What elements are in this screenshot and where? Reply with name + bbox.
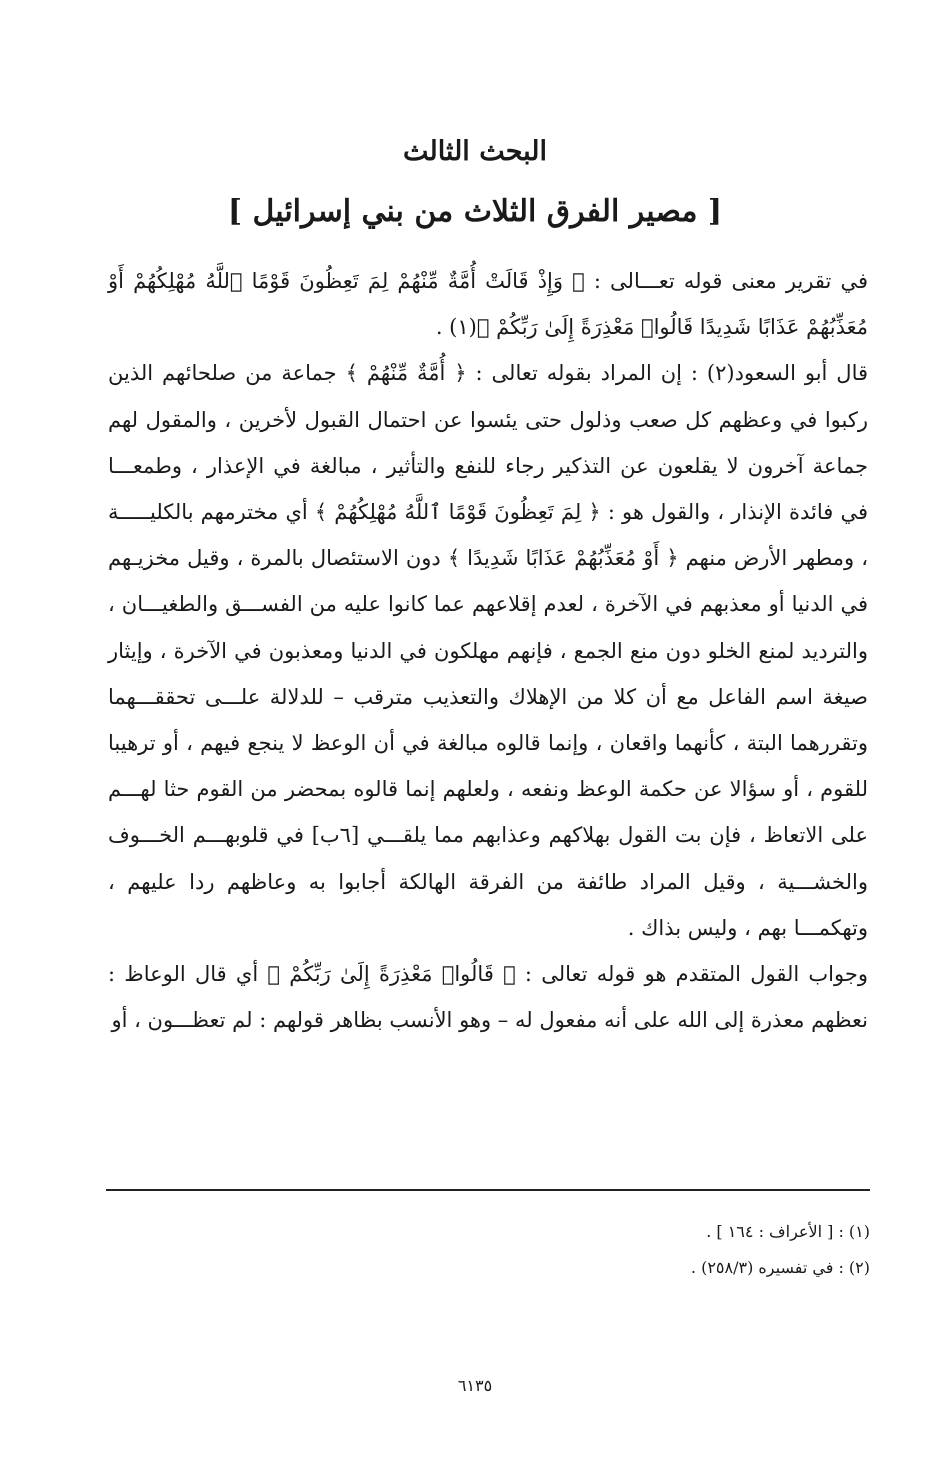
page-number: ٦١٣٥ xyxy=(457,1376,493,1395)
paragraph-2 xyxy=(108,350,868,951)
paragraph-text: جماعة من صلحائهم الذين ركبوا في وعظهم كل صعب وذلول حتى يئسوا عن احتمال القبول لأخرين ، والمقول لهم جماعة آخرون لا يقلعون عن التذكير رجاء للنفع والتأثير ، مبالغة في الإعذار ، وطمعـــا في فائدة الإنذار ، والقول هو : xyxy=(108,361,868,525)
quran-verse: ﴿ وَإِذْ قَالَتْ أُمَّةٌ مِّنْهُمْ لِمَ تَعِظُونَ قَوْمًا ٱللَّهُ مُهْلِكُهُمْ أَوْ مُعَذِّبُهُمْ عَذَابًا شَدِيدًا قَالُوا۟ مَعْذِرَةً إِلَىٰ رَبِّكُمْ ﴾ xyxy=(108,269,868,340)
paragraph-1 xyxy=(108,258,868,350)
paragraph-text: أي قال الوعاظ : نعظهم معذرة إلى الله على أنه مفعول له – وهو الأنسب بظاهر قولهم : لم تعظـــون ، أو xyxy=(108,962,868,1033)
paragraph-text: وجواب القول المتقدم هو قوله تعالى : xyxy=(515,962,868,987)
footnote-separator xyxy=(106,1189,870,1191)
paragraph-text: دون الاستئصال بالمرة ، وقيل مخزيـهم في الدنيا أو معذبهم في الآخرة ، لعدم إقلاعهم عما كانوا عليه من الفســـق والطغيـــان ، والترديد لمنع الخلو دون منع الجمع ، فإنهم مهلكون في الدنيا ومعذبون في الآخرة ، وإيثار صيغة اسم الفاعل مع أن كلا من الإهلاك والتعذيب مترقب – للدلالة علـــى تحققـــهما وتقررهما البتة ، كأنهما واقعان ، وإنما قالوه مبالغة في أن الوعظ لا ينجع فيهم ، أو ترهيبا للقوم ، أو سؤالا عن حكمة الوعظ ونفعه ، ولعلهم إنما قالوه بمحضر من القوم حثا لهـــم على الاتعاظ ، فإن بت القول بهلاكهم وعذابهم مما يلقـــي [٦ب] في قلوبهـــم الخـــوف والخشـــية ، وقيل المراد طائفة من الفرقة الهالكة أجابوا به وعاظهم ردا عليهم ، وتهكمـــا بهم ، وليس بذاك . xyxy=(108,546,868,940)
paragraph-3 xyxy=(108,951,868,1043)
quran-verse: ﴿ لِمَ تَعِظُونَ قَوْمًا ٱللَّهُ مُهْلِكُهُمْ ﴾ xyxy=(314,500,601,525)
paragraph-text: في تقرير معنى قوله تعـــالى : xyxy=(584,269,868,293)
quran-verse: ﴿ أُمَّةٌ مِّنْهُمْ ﴾ xyxy=(345,361,467,386)
body-text xyxy=(108,258,868,1043)
quran-verse: ﴿ أَوْ مُعَذِّبُهُمْ عَذَابًا شَدِيدًا ﴾ xyxy=(447,546,679,571)
quran-verse: ﴿ قَالُوا۟ مَعْذِرَةً إِلَىٰ رَبِّكُمْ ﴾ xyxy=(267,962,516,987)
paragraph-text: قال أبو السعود(٢) : إن المراد بقوله تعالى : xyxy=(466,361,868,386)
footnotes xyxy=(108,1214,870,1286)
section-subtitle: [ مصير الفرق الثلاث من بني إسرائيل ] xyxy=(227,194,723,229)
paragraph-text: أي مخترمهم بالكليـــــة ، ومطهر الأرض منهم xyxy=(108,500,868,571)
footnote-ref: (١) . xyxy=(435,315,477,340)
footnote-1: (١) : [ الأعراف : ١٦٤ ] . xyxy=(706,1222,870,1241)
footnote-2: (٢) : في تفسيره (٢٥٨/٣) . xyxy=(690,1258,870,1277)
section-heading: البحث الثالث xyxy=(402,136,548,167)
